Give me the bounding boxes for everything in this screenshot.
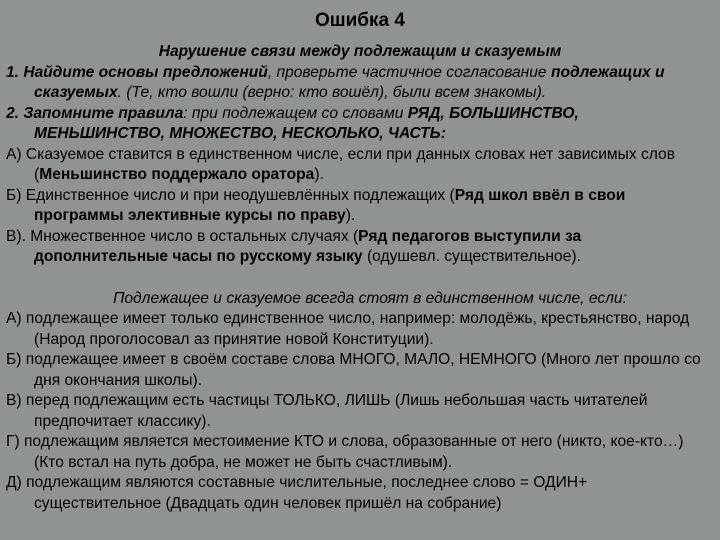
spacer	[6, 268, 714, 289]
singular-case-a: А) подлежащее имеет только единственное число, например: молодёжь, крестьянство, народ (Народ проголосовал аз принятие новой Конституции).	[6, 310, 690, 348]
rule-b-example: Ряд школ ввёл в свои программы элективные курсы по праву	[34, 186, 626, 224]
rule-b-text: Б) Единственное число и при неодушевлённых подлежащих (	[6, 186, 455, 204]
instruction-2-mid: : при подлежащем со словами	[183, 104, 408, 122]
singular-case-d: Г) подлежащим является местоимение КТО и слова, образованные от него (никто, кое-кто…) (Кто встал на путь добра, не может не быть счастливым).	[6, 433, 684, 471]
instruction-2	[6, 104, 714, 145]
instruction-2-lead: 2. Запомните правила	[6, 104, 184, 122]
section2-subtitle: Подлежащее и сказуемое всегда стоят в единственном числе, если:	[113, 289, 627, 307]
instruction-2-bold: РЯД, БОЛЬШИНСТВО, МЕНЬШИНСТВО, МНОЖЕСТВО, НЕСКОЛЬКО, ЧАСТЬ	[34, 104, 579, 142]
rule-a-example: Меньшинство поддержало оратора	[39, 166, 315, 183]
rule-c-text: В). Множественное число в остальных случаях (	[6, 227, 359, 245]
section-subtitle: Нарушение связи между подлежащим и сказуемым	[158, 43, 562, 60]
instruction-1-mid: , проверьте частичное согласование	[267, 63, 551, 81]
singular-case-e: Д) подлежащим являются составные числительные, последнее слово = ОДИН+ существительное (Двадцать один человек пришёл на собрание)	[6, 474, 588, 512]
singular-case-b: Б) подлежащее имеет в своём составе слова МНОГО, МАЛО, НЕМНОГО (Много лет прошло со дня окончания школы).	[6, 351, 701, 389]
rule-a	[6, 145, 714, 186]
slide-title: Ошибка 4	[315, 10, 405, 31]
instruction-1	[6, 63, 714, 104]
rule-b-tail: ).	[345, 207, 356, 224]
rule-a-tail: ).	[314, 166, 324, 183]
rule-b	[6, 186, 714, 227]
instruction-1-lead: 1. Найдите основы предложений	[6, 63, 268, 81]
rule-c-example: Ряд педагогов выступили за дополнительные часы по русскому языку	[34, 227, 582, 265]
rule-a-text: А) Сказуемое ставится в единственном числе, если при данных словах нет зависимых слов (	[6, 145, 676, 183]
instruction-1-tail: . (Те, кто вошли (верно: кто вошёл), были всем знакомы).	[117, 84, 547, 101]
slide-content	[6, 42, 714, 514]
instruction-1-bold: подлежащих и сказуемых	[34, 63, 665, 101]
rule-c-tail: (одушевл. существительное).	[362, 248, 581, 265]
instruction-2-tail: :	[440, 125, 446, 142]
rule-c	[6, 227, 714, 268]
singular-case-c: В) перед подлежащим есть частицы ТОЛЬКО, ЛИШЬ (Лишь небольшая часть читателей предпочитает классику).	[6, 392, 648, 430]
